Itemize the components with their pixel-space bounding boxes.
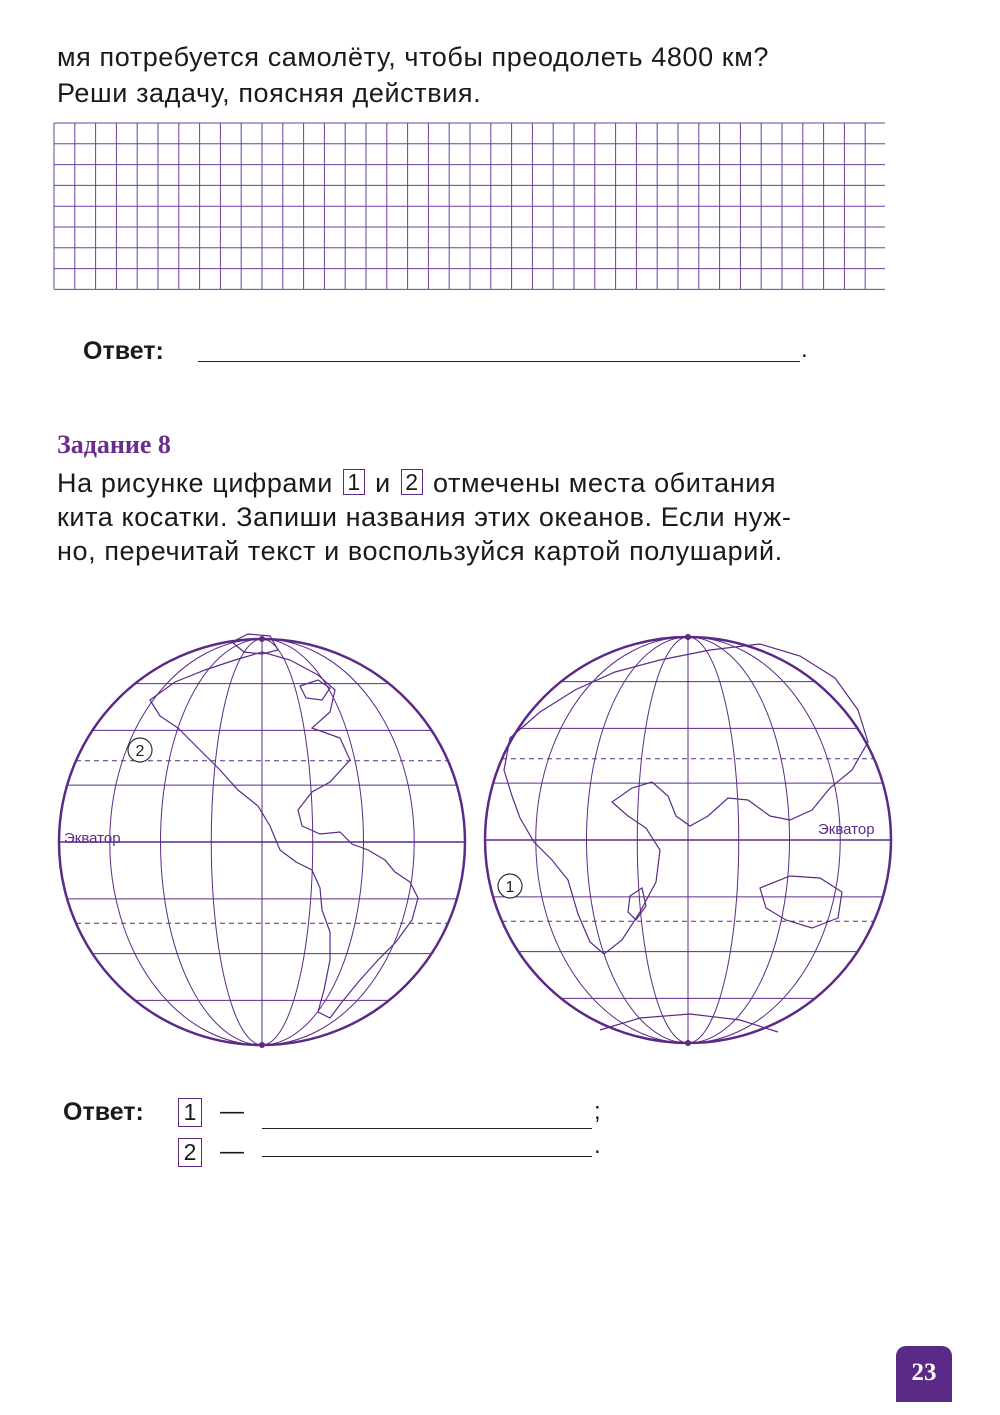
number-box-2: 2: [401, 469, 423, 495]
west-north-pole: [259, 636, 265, 642]
page-number: 23: [896, 1346, 952, 1402]
afro-eurasia-outline: [504, 644, 868, 1032]
americas-outline: [150, 634, 418, 1018]
answer-line-1[interactable]: [262, 1128, 592, 1129]
solution-grid[interactable]: [53, 122, 885, 295]
west-south-pole: [259, 1042, 265, 1048]
answer-period: .: [801, 336, 808, 363]
marker-2-label: 2: [135, 743, 145, 760]
task7-text-line2: Реши задачу, поясняя действия.: [57, 78, 482, 108]
answer-label-2: Ответ:: [63, 1098, 144, 1126]
task7-text-line1: мя потребуется самолёту, чтобы преодолеть 4800 км?: [57, 42, 769, 72]
answer-dash-2: —: [220, 1138, 244, 1165]
task8-text-part-b: отмечены места обитания: [433, 468, 777, 498]
task8-text-part-a: На рисунке цифрами: [57, 468, 333, 498]
answer-semicolon: ;: [594, 1098, 601, 1125]
answer-period-2: .: [594, 1132, 601, 1159]
task8-text-line3: но, перечитай текст и воспользуйся картой полушарий.: [57, 536, 783, 566]
answer-line[interactable]: [198, 361, 800, 362]
answer-label: Ответ:: [83, 337, 164, 365]
task8-text-and: и: [375, 468, 391, 498]
eastern-hemisphere: [485, 634, 891, 1046]
grid-lines: [53, 122, 885, 290]
answer-line-2[interactable]: [262, 1156, 592, 1157]
task-title: Задание 8: [57, 430, 171, 459]
number-box-1: 1: [343, 469, 365, 495]
marker-2: [128, 738, 152, 762]
equator-label-left: Экватор: [64, 830, 121, 847]
hemispheres-map: [0, 620, 1000, 1060]
task8-text-line2: кита косатки. Запиши названия этих океанов. Если нуж-: [57, 502, 792, 532]
answer-number-box-2: 2: [178, 1138, 202, 1167]
east-north-pole: [685, 634, 691, 640]
answer-dash-1: —: [220, 1098, 244, 1125]
answer-number-box-1: 1: [178, 1098, 202, 1127]
east-south-pole: [685, 1040, 691, 1046]
marker-1: [498, 874, 522, 898]
task8-text-line1: [57, 466, 887, 501]
equator-label-right: Экватор: [818, 821, 875, 838]
marker-1-label: 1: [505, 879, 515, 896]
